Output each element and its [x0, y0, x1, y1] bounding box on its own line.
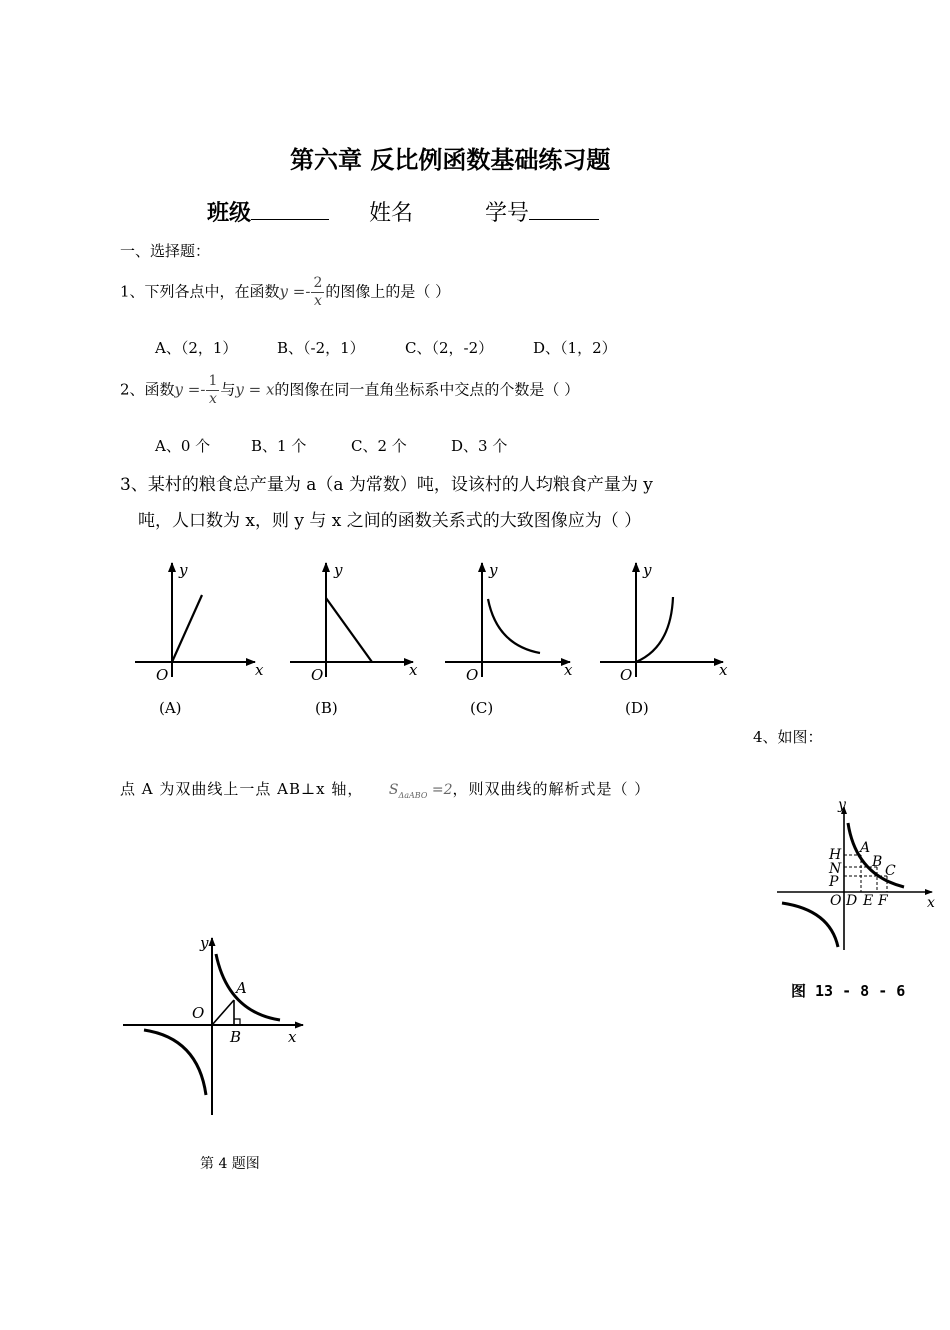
fig2-d-label: D — [846, 893, 858, 909]
graph-b[interactable] — [290, 561, 418, 717]
q2-func2: y = x — [235, 380, 275, 399]
figure-13-8-6 — [772, 795, 942, 955]
fig2-x-label: x — [927, 895, 935, 911]
q2-fraction — [206, 373, 219, 408]
graph-a-caption: (A) — [159, 699, 182, 717]
q2-option-d[interactable]: D、3 个 — [451, 437, 508, 455]
q2-prefix: 2、函数 — [120, 380, 175, 399]
graph-c-x-label: x — [564, 661, 573, 679]
graph-c-origin-label: O — [466, 666, 479, 684]
q2-denominator: x — [208, 391, 217, 407]
q4-label: 4、如图： — [753, 728, 823, 746]
q1-func: y =- — [279, 282, 311, 301]
fig2-caption: 图 13 - 8 - 6 — [791, 982, 906, 1000]
q1-fraction — [311, 275, 324, 310]
q4-segment-oa — [212, 1000, 234, 1025]
graph-a-x-label: x — [255, 661, 264, 679]
graph-d[interactable] — [600, 561, 728, 717]
graph-b-origin-label: O — [311, 666, 324, 684]
fig2-p-label: P — [829, 874, 839, 890]
q2-option-a[interactable]: A、0 个 — [155, 437, 211, 455]
graph-d-caption: (D) — [625, 699, 649, 717]
graph-d-y-label: y — [643, 561, 652, 579]
fig2-curve-lower — [782, 903, 838, 947]
graph-d-curve — [636, 597, 673, 662]
q4-fig-x-label: x — [288, 1028, 297, 1046]
q1-suffix: 的图像上的是（ ） — [325, 282, 451, 301]
fig2-h-label: H — [829, 847, 842, 863]
graph-c[interactable] — [445, 561, 573, 717]
q3-graphs — [125, 555, 740, 725]
q4-figure-caption: 第 4 题图 — [200, 1156, 260, 1172]
q2-mid: 与 — [220, 380, 236, 399]
graph-d-x-label: x — [719, 661, 728, 679]
q1-options — [155, 337, 617, 358]
q4-area-eq: =2 — [431, 782, 453, 798]
graph-c-curve — [488, 599, 540, 653]
graph-c-caption: (C) — [470, 699, 494, 717]
question-2 — [120, 373, 579, 408]
q3-line-2: 吨，人口数为 x，则 y 与 x 之间的函数关系式的大致图像应为（ ） — [138, 511, 642, 531]
class-blank[interactable] — [251, 201, 329, 220]
q2-option-c[interactable]: C、2 个 — [351, 437, 407, 455]
q2-option-b[interactable]: B、1 个 — [251, 437, 307, 455]
graph-b-caption: (B) — [315, 699, 338, 717]
q1-numerator: 2 — [313, 275, 323, 291]
name-label: 姓名 — [369, 201, 414, 226]
question-1 — [120, 275, 450, 310]
question-4 — [120, 778, 650, 800]
q4-prefix: 点 A 为双曲线上一点 AB⊥x 轴， — [120, 780, 364, 798]
graph-d-origin-label: O — [620, 666, 633, 684]
fig2-f-label: F — [878, 893, 888, 909]
number-label: 学号 — [485, 201, 530, 226]
q1-prefix: 1、下列各点中，在函数 — [120, 282, 280, 301]
q1-option-d[interactable]: D、（1，2） — [533, 339, 617, 357]
q4-area-sub: ΔaABO — [398, 790, 428, 800]
q3-line-1: 3、某村的粮食总产量为 a（a 为常数）吨，设该村的人均粮食产量为 y — [120, 475, 653, 495]
q4-suffix: ，则双曲线的解析式是（ ） — [452, 780, 651, 798]
fig2-y-label: y — [838, 797, 846, 813]
section-heading: 一、选择题： — [120, 242, 211, 260]
graph-a-y-label: y — [179, 561, 188, 579]
q4-curve-lower — [144, 1030, 206, 1095]
q2-func: y =- — [174, 380, 206, 399]
graph-c-y-label: y — [489, 561, 498, 579]
q1-option-c[interactable]: C、（2，-2） — [405, 339, 494, 357]
q4-area-s: S — [388, 782, 399, 798]
q1-denominator: x — [313, 293, 322, 309]
class-label: 班级 — [207, 201, 252, 226]
fig2-c-label: C — [885, 863, 896, 879]
q4-fig-a-label: A — [236, 979, 247, 997]
q2-numerator: 1 — [208, 373, 218, 389]
fig2-a-label: A — [860, 840, 871, 856]
q4-fig-o-label: O — [192, 1004, 205, 1022]
q4-figure — [118, 930, 318, 1120]
q4-fig-b-label: B — [230, 1028, 242, 1046]
q2-suffix: 的图像在同一直角坐标系中交点的个数是（ ） — [274, 380, 580, 399]
graph-b-y-label: y — [334, 561, 343, 579]
fig2-e-label: E — [863, 893, 874, 909]
q2-options — [155, 435, 507, 456]
graph-a[interactable] — [135, 561, 264, 717]
q1-option-a[interactable]: A、（2，1） — [155, 339, 238, 357]
student-info-line — [207, 196, 599, 227]
q1-option-b[interactable]: B、（-2，1） — [277, 339, 365, 357]
fig2-o-label: O — [830, 893, 842, 909]
page-title: 第六章 反比例函数基础练习题 — [290, 146, 611, 174]
graph-a-origin-label: O — [156, 666, 169, 684]
graph-b-curve — [326, 598, 372, 662]
fig2-b-label: B — [872, 854, 883, 870]
graph-a-curve — [172, 595, 202, 662]
q4-area-formula — [389, 782, 453, 798]
graph-b-x-label: x — [409, 661, 418, 679]
fig2-n-label: N — [829, 861, 842, 877]
q4-fig-y-label: y — [200, 934, 209, 952]
number-blank[interactable] — [529, 201, 599, 220]
